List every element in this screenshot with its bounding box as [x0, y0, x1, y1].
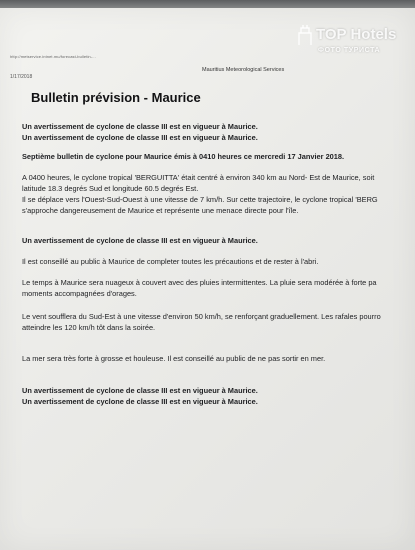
- position-text-line: A 0400 heures, le cyclone tropical 'BERGUITTA' était centré à environ 340 km au Nord- Est de Maurice, soit: [22, 173, 375, 182]
- watermark-brand: TOP Hotels: [316, 26, 397, 43]
- seventh-bulletin-line: Septième bulletin de cyclone pour Maurice émis à 0410 heures ce mercredi 17 Janvier 2018.: [22, 152, 345, 161]
- page-url: http://metservice.intnet.mu/forecast-bulletin-...: [10, 54, 96, 59]
- advice-text: Il est conseillé au public à Maurice de completer toutes les précautions et de rester à l'abri.: [22, 257, 319, 266]
- movement-text-line: s'approche dangereusement de Maurice et représente une menace directe pour l'île.: [22, 206, 299, 215]
- tower-icon: [296, 24, 314, 46]
- wind-text-line: atteindre les 120 km/h tôt dans la soirée.: [22, 323, 156, 332]
- weather-text-line: Le temps à Maurice sera nuageux à couvert avec des pluies intermittentes. La pluie sera modérée à forte pa: [22, 278, 377, 287]
- watermark-caption: ФОТО ТУРИСТА: [318, 47, 381, 54]
- wind-text-line: Le vent soufflera du Sud-Est à une vitesse d'environ 50 km/h, se renforçant graduellement. Les rafales pourro: [22, 312, 381, 321]
- position-text-line: latitude 18.3 degrés Sud et longitude 60.5 degrés Est.: [22, 184, 199, 193]
- warning-line: Un avertissement de cyclone de classe III est en vigueur à Maurice.: [22, 397, 258, 406]
- warning-line: Un avertissement de cyclone de classe III est en vigueur à Maurice.: [22, 122, 258, 131]
- print-date: 1/17/2018: [10, 74, 33, 80]
- warning-line: Un avertissement de cyclone de classe III est en vigueur à Maurice.: [22, 133, 258, 142]
- organization-name: Mauritius Meteorological Services: [202, 67, 285, 73]
- printed-page: [0, 8, 415, 550]
- tophotels-watermark: [296, 24, 411, 82]
- sea-text: La mer sera très forte à grosse et houleuse. Il est conseillé au public de ne pas sortir en mer.: [22, 354, 326, 363]
- warning-line: Un avertissement de cyclone de classe III est en vigueur à Maurice.: [22, 236, 258, 245]
- weather-text-line: moments accompagnées d'orages.: [22, 289, 137, 298]
- movement-text-line: Il se déplace vers l'Ouest-Sud-Ouest à une vitesse de 7 km/h. Sur cette trajectoire, le cyclone tropical 'BERG: [22, 195, 378, 204]
- bulletin-title: Bulletin prévision - Maurice: [31, 90, 201, 105]
- warning-line: Un avertissement de cyclone de classe III est en vigueur à Maurice.: [22, 386, 258, 395]
